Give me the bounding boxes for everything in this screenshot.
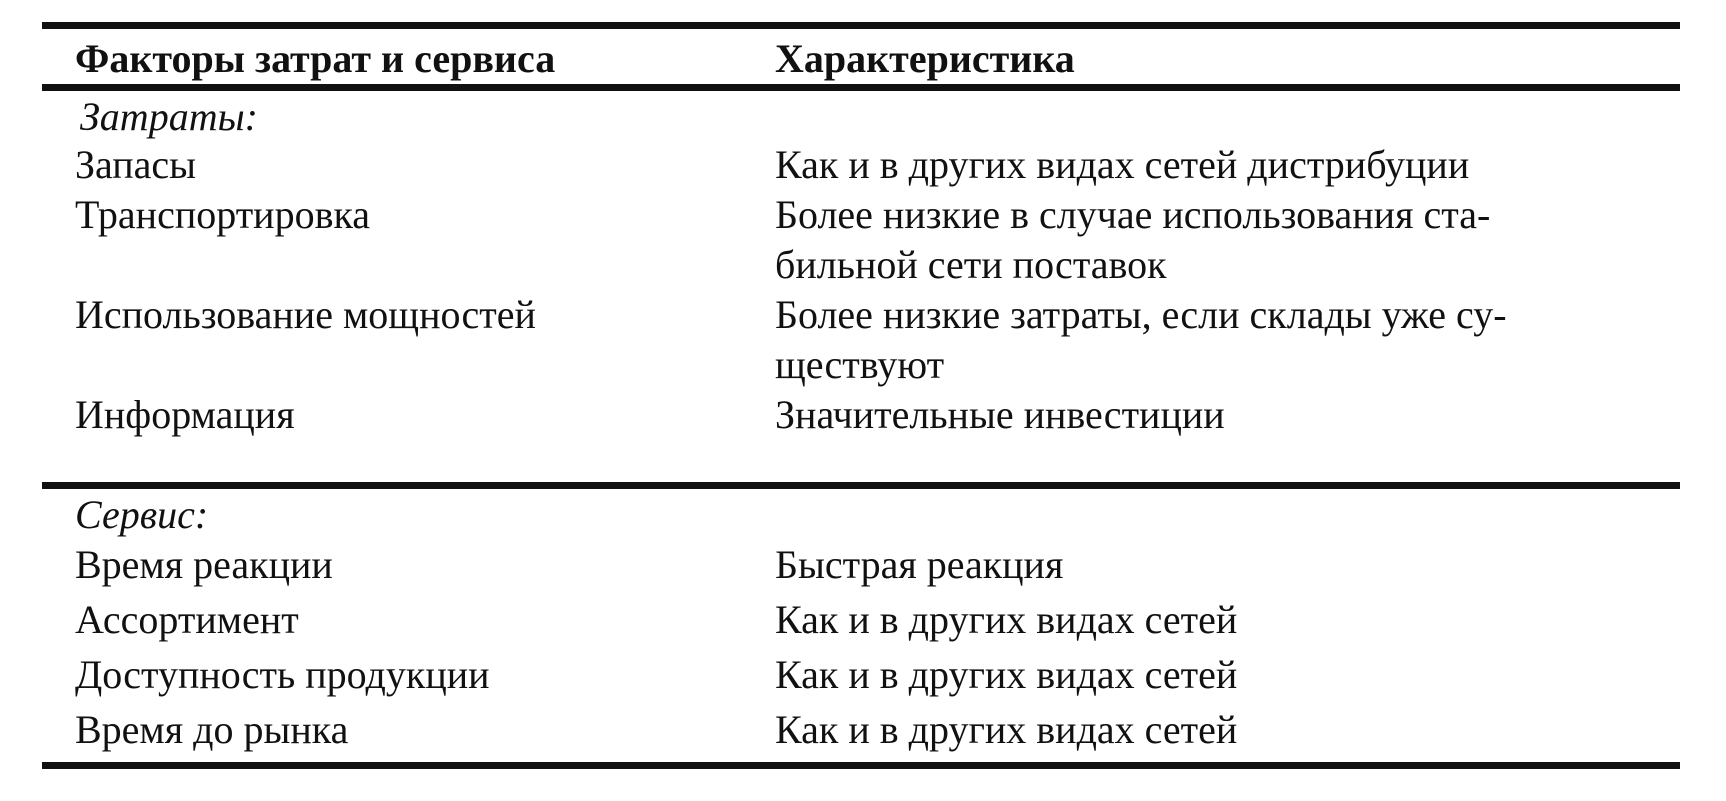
section-service-label: Сервис:: [75, 492, 209, 537]
table-header-rule: [42, 84, 1680, 91]
desc-cell-line2: ществуют: [775, 342, 945, 387]
header-characteristic: Характеристика: [775, 36, 1075, 81]
desc-cell: Быстрая реакция: [775, 542, 1064, 587]
table-top-rule: [42, 22, 1680, 29]
factor-cell: Время реакции: [75, 542, 333, 587]
desc-cell: Как и в других видах сетей: [775, 597, 1238, 642]
factor-cell: Использование мощностей: [75, 292, 536, 337]
desc-cell-line1: Более низкие затраты, если склады уже су-: [775, 292, 1507, 337]
table-section-rule: [42, 482, 1680, 489]
desc-cell: Как и в других видах сетей: [775, 707, 1238, 752]
table-bottom-rule: [42, 762, 1680, 769]
desc-cell: Как и в других видах сетей: [775, 652, 1238, 697]
header-factors: Факторы затрат и сервиса: [75, 36, 556, 81]
desc-cell-line2: бильной сети поставок: [775, 242, 1167, 287]
desc-cell-line1: Более низкие в случае использования ста-: [775, 192, 1491, 237]
factor-cell: Запасы: [75, 142, 197, 187]
factor-cell: Ассортимент: [75, 597, 299, 642]
factor-cell: Информация: [75, 392, 295, 437]
factor-cell: Транспортировка: [75, 192, 371, 237]
factor-cell: Время до рынка: [75, 707, 349, 752]
factor-cell: Доступность продукции: [75, 652, 490, 697]
desc-cell: Как и в других видах сетей дистрибуции: [775, 142, 1470, 187]
section-costs-label: Затраты:: [80, 94, 258, 139]
desc-cell: Значительные инвестиции: [775, 392, 1225, 437]
